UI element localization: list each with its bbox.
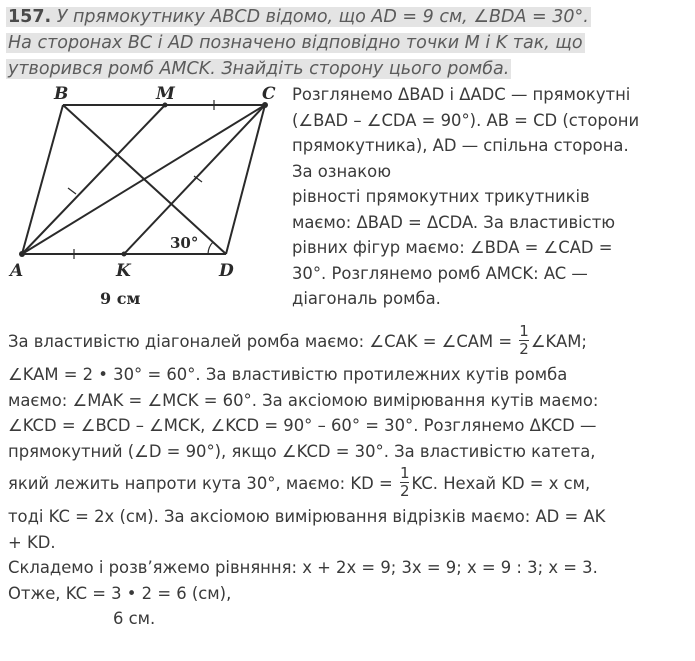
side-line-1: Розглянемо ΔBAD і ΔADC — прямокутні xyxy=(292,85,631,104)
side-line-3: прямокутника), AD — спільна сторона. xyxy=(292,136,629,155)
tick-mark-AM xyxy=(68,188,76,194)
main-line-1-text: За властивістю діагоналей ромба маємо: ∠CAK = ∠CAM = xyxy=(8,332,513,351)
fraction-numerator: 1 xyxy=(519,322,529,340)
side-line-5: рівності прямокутних трикутників xyxy=(292,187,590,206)
main-line-8: + KD. xyxy=(8,532,56,552)
side-line-8: 30°. Розглянемо ромб AMCK: AC — xyxy=(292,263,588,283)
angle-label: 30° xyxy=(170,234,199,252)
fraction-denominator: 2 xyxy=(399,482,410,500)
main-line-6-end: KC. Нехай KD = x см, xyxy=(411,474,591,493)
problem-line-3: утворився ромб AMCK. Знайдіть сторону цього ромба. xyxy=(8,59,510,79)
side-line-6: маємо: ΔBAD = ΔCDA. За властивістю xyxy=(292,212,616,232)
main-line-3: маємо: ∠MAK = ∠MCK = 60°. За аксіомою вимірювання кутів маємо: xyxy=(8,390,599,410)
fraction-half xyxy=(519,323,529,358)
side-line-2: (∠BAD – ∠CDA = 90°). AB = CD (сторони xyxy=(292,110,640,130)
main-line-6-text: який лежить напроти кута 30°, маємо: KD = xyxy=(8,474,393,493)
geometry-figure xyxy=(0,80,292,315)
problem-line-1: У прямокутнику ABCD відомо, що AD = 9 см, ∠BDA = 30°. xyxy=(56,7,589,27)
label-K: K xyxy=(116,261,131,281)
label-D: D xyxy=(219,261,234,281)
main-line-7: тоді KC = 2x (см). За аксіомою вимірювання відрізків маємо: AD = AK xyxy=(8,507,606,526)
problem-statement xyxy=(6,4,646,82)
main-line-2: ∠KAM = 2 • 30° = 60°. За властивістю протилежних кутів ромба xyxy=(8,365,568,384)
label-A: A xyxy=(10,261,24,281)
point-K xyxy=(122,252,127,257)
answer-line: 6 см. xyxy=(113,609,156,628)
main-line-4: ∠KCD = ∠BCD – ∠MCK, ∠KCD = 90° – 60° = 30°. Розглянемо ΔKCD — xyxy=(8,416,597,435)
main-line-1 xyxy=(8,322,693,362)
label-M: M xyxy=(156,84,175,104)
length-label: 9 см xyxy=(100,289,141,308)
side-explanation xyxy=(292,82,687,312)
main-line-6 xyxy=(8,464,693,504)
fraction-denominator: 2 xyxy=(519,340,529,358)
label-C: C xyxy=(262,84,276,104)
main-line-1-end: ∠KAM; xyxy=(530,332,587,351)
main-solution xyxy=(8,322,693,632)
problem-number: 157. xyxy=(8,7,52,27)
side-line-4: За ознакою xyxy=(292,161,391,181)
side-line-9: діагональ ромба. xyxy=(292,289,441,308)
main-line-9: Складемо і розв’яжемо рівняння: x + 2x = 9; 3x = 9; x = 9 : 3; x = 3. xyxy=(8,558,598,577)
angle-arc-30 xyxy=(208,242,213,254)
fraction-numerator: 1 xyxy=(399,464,410,482)
side-CD xyxy=(226,105,265,254)
side-line-7: рівних фігур маємо: ∠BDA = ∠CAD = xyxy=(292,238,613,257)
main-line-5: прямокутний (∠D = 90°), якщо ∠KCD = 30°. За властивістю катета, xyxy=(8,441,596,461)
point-A xyxy=(19,251,25,257)
problem-line-2: На сторонах BC і AD позначено відповідно точки M і K так, що xyxy=(8,33,583,53)
label-B: B xyxy=(54,84,69,104)
main-line-10: Отже, KC = 3 • 2 = 6 (см), xyxy=(8,583,232,603)
fraction-half-2 xyxy=(400,465,410,500)
